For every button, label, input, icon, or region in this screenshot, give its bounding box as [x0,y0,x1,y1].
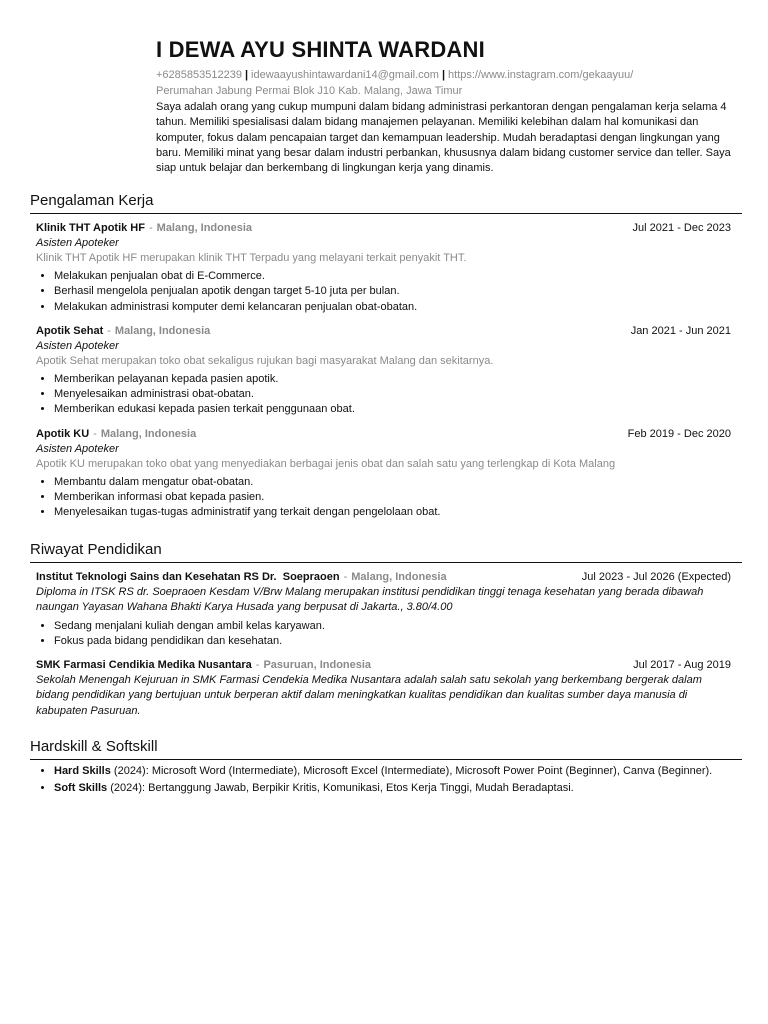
resume-header [156,36,736,176]
experience-entry [30,427,742,521]
email-link[interactable]: idewaayushintawardani14@gmail.com [251,69,439,81]
list-item: • Membantu dalam mengatur obat-obatan. [54,475,731,490]
education-notes-list [36,619,731,650]
job-role: Asisten Apoteker [36,442,119,455]
list-item: • Berhasil mengelola penjualan apotik dengan target 5-10 juta per bulan. [54,284,731,299]
skill-details: (2024): Microsoft Word (Intermediate), Microsoft Excel (Intermediate), Microsoft Power Point (Beginner), Canva (Beginner). [110,765,713,777]
date-range: Jul 2017 - Aug 2019 [633,659,731,672]
education-entry [30,658,742,719]
education-section [30,540,742,719]
entry-header [36,427,731,442]
institution-description: Diploma in ITSK RS dr. Soepraoen Kesdam V/Brw Malang merupakan institusi pendidikan tinggi tenaga kesehatan yang berada dibawah naungan Yayasan Wahana Bhakti Karya Husada yang berpusat di Jakarta., 3.80/4.00 [36,586,704,614]
date-range: Feb 2019 - Dec 2020 [627,427,731,440]
dash-separator: - [255,659,260,672]
date-range: Jan 2021 - Jun 2021 [630,324,731,337]
phone-number[interactable]: +6285853512239 [156,69,242,81]
contact-separator: | [441,69,446,81]
skill-category-label: Soft Skills [54,782,108,795]
experience-entry [30,221,742,315]
address: Perumahan Jabung Permai Blok J10 Kab. Malang, Jawa Timur [156,85,463,97]
employer-location: Malang, Indonesia [114,324,211,337]
skill-category-label: Hard Skills [54,765,111,777]
entry-header [36,658,731,673]
institution-name: SMK Farmasi Cendikia Medika Nusantara [36,659,252,672]
dash-separator: - [93,427,97,440]
list-item [54,781,731,796]
dash-separator: - [148,222,153,234]
list-item: • Fokus pada bidang pendidikan dan kesehatan. [54,634,731,649]
skill-details: (2024): Bertanggung Jawab, Berpikir Kritis, Komunikasi, Etos Kerja Tinggi, Mudah Beradaptasi. [107,782,574,795]
employer-description: Klinik THT Apotik HF merupakan klinik THT Terpadu yang melayani terkait penyakit THT. [36,252,467,264]
achievement-list [36,269,731,315]
candidate-name: I DEWA AYU SHINTA WARDANI [156,37,485,62]
date-range: Jul 2021 - Dec 2023 [632,222,731,234]
achievement-list [36,475,731,521]
employer-description: Apotik Sehat merupakan toko obat sekaligus rujukan bagi masyarakat Malang dan sekitarnya. [36,354,494,367]
employer-location: Malang, Indonesia [156,222,253,234]
employer-name: Apotik KU [36,427,90,440]
institution-location: Pasuruan, Indonesia [263,659,372,672]
achievement-list [36,372,731,418]
entry-header [36,324,731,339]
experience-entry [30,324,742,418]
list-item: • Melakukan penjualan obat di E-Commerce. [54,269,731,284]
dash-separator: - [107,324,111,337]
employer-name: Klinik THT Apotik HF [36,222,145,234]
list-item: • Menyelesaikan tugas-tugas administratif yang terkait dengan pengelolaan obat. [54,505,731,520]
list-item: • Menyelesaikan administrasi obat-obatan. [54,387,731,402]
instagram-link[interactable]: https://www.instagram.com/gekaayuu/ [448,69,634,81]
list-item: • Memberikan pelayanan kepada pasien apotik. [54,372,731,387]
list-item: • Melakukan administrasi komputer demi kelancaran penjualan obat-obatan. [54,300,731,315]
list-item [54,764,731,779]
skills-section [30,737,742,797]
skills-list [36,764,731,797]
employer-description: Apotik KU merupakan toko obat yang menyediakan berbagai jenis obat dan salah satu yang terlengkap di Kota Malang [36,457,616,470]
employer-name: Apotik Sehat [36,324,104,337]
contact-line [156,67,736,83]
dash-separator: - [343,571,348,583]
list-item: • Sedang menjalani kuliah dengan ambil kelas karyawan. [54,619,731,634]
institution-description: Sekolah Menengah Kejuruan in SMK Farmasi Cendekia Medika Nusantara adalah salah satu sekolah yang berkembang bergerak dalam bidang pendidikan yang bertujuan untuk berperan aktif dalam meningkatkan kualitas pendidikan dan kualitas sumber daya manusia di kabupaten Pasuruan. [36,674,702,717]
date-range: Jul 2023 - Jul 2026 (Expected) [581,571,731,583]
education-entry [30,570,742,649]
job-role: Asisten Apoteker [36,237,119,249]
section-title-education: Riwayat Pendidikan [30,540,742,563]
skills-entry [30,764,742,797]
list-item: • Memberikan edukasi kepada pasien terkait penggunaan obat. [54,402,731,417]
contact-separator: | [244,69,249,81]
entry-header [36,570,731,585]
profile-summary: Saya adalah orang yang cukup mumpuni dalam bidang administrasi perkantoran dengan pengalaman kerja selama 4 tahun. Memiliki spesialisasi dalam bidang manajemen pelayanan. Memiliki kelebihan dalam hal komunikasi dan komputer, fokus dalam pencapaian target dan kemampuan leadership. Mudah beradaptasi dengan lingkungan yang baru. Memiliki minat yang besar dalam industri perbankan, khususnya dalam bidang customer service dan teller. Saya siap untuk belajar dan berkembang di lingkungan kerja yang dinamis. [156,101,731,175]
section-title-experience: Pengalaman Kerja [30,191,742,214]
institution-location: Malang, Indonesia [351,571,447,583]
experience-section [30,191,742,521]
institution-name: Institut Teknologi Sains dan Kesehatan RS Dr. Soepraoen [36,571,340,583]
job-role: Asisten Apoteker [36,339,119,352]
employer-location: Malang, Indonesia [100,427,197,440]
section-title-skills: Hardskill & Softskill [30,737,742,760]
list-item: • Memberikan informasi obat kepada pasien. [54,490,731,505]
entry-header [36,221,731,236]
